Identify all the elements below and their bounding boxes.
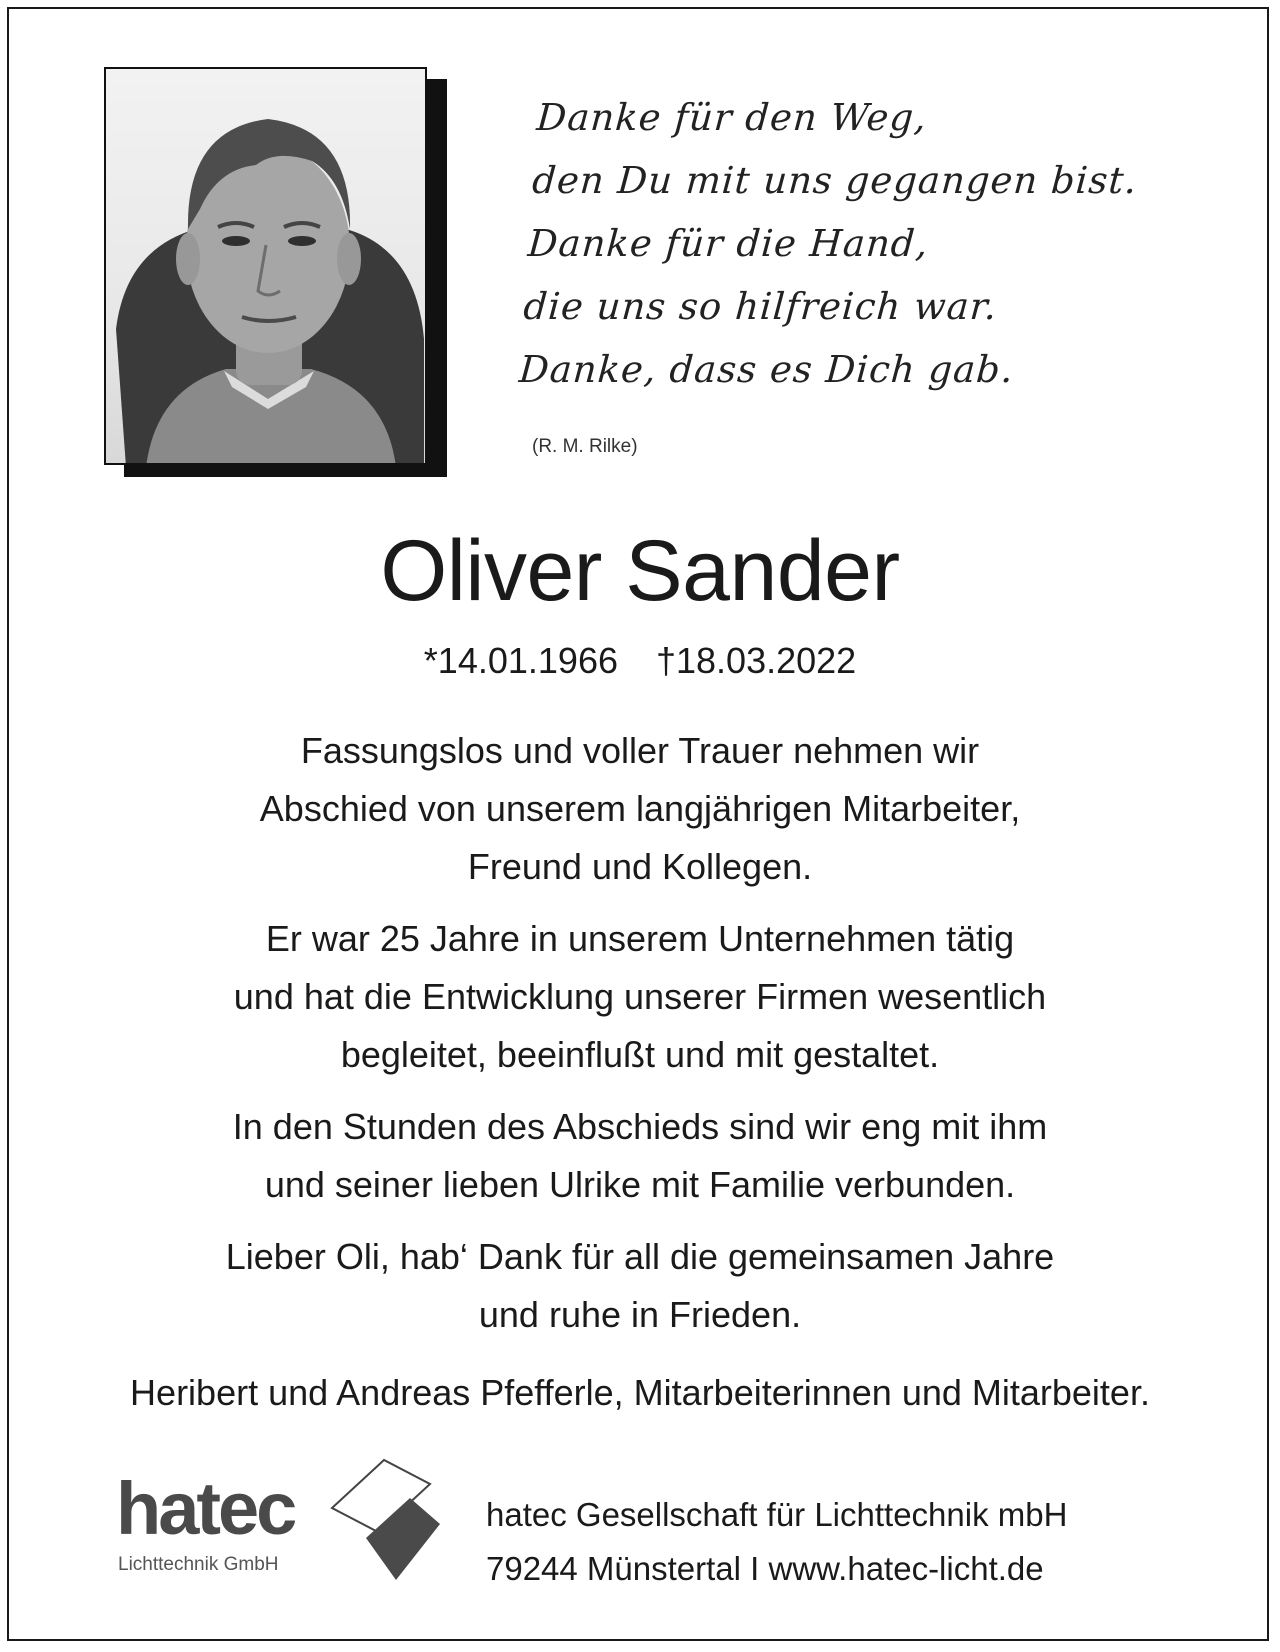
poem-line: den Du mit uns gegangen bist. — [530, 159, 1139, 202]
company-address: 79244 Münstertal I www.hatec-licht.de — [486, 1550, 1044, 1587]
text-line: und seiner lieben Ulrike mit Familie verbunden. — [264, 1164, 1016, 1205]
text-line: In den Stunden des Abschieds sind wir eng mit ihm — [232, 1106, 1048, 1147]
company-name: hatec Gesellschaft für Lichttechnik mbH — [486, 1496, 1068, 1533]
company-info — [486, 1488, 1067, 1596]
death-date: †18.03.2022 — [655, 640, 857, 681]
poem-line: Danke für die Hand, — [526, 222, 930, 265]
portrait-image — [104, 67, 427, 465]
text-line: begleitet, beeinflußt und mit gestaltet. — [340, 1034, 940, 1075]
poem-line: die uns so hilfreich war. — [522, 285, 999, 328]
paragraph — [0, 910, 1280, 1084]
text-line: Abschied von unserem langjährigen Mitarbeiter, — [259, 788, 1021, 829]
paragraph — [0, 1098, 1280, 1214]
paragraph — [0, 722, 1280, 896]
paragraph — [0, 1228, 1280, 1344]
logo-squares-icon — [326, 1456, 446, 1586]
text-line: und ruhe in Frieden. — [478, 1294, 802, 1335]
deceased-name: Oliver Sander — [380, 523, 900, 619]
signers: Heribert und Andreas Pfefferle, Mitarbeiterinnen und Mitarbeiter. — [130, 1372, 1150, 1413]
birth-date: *14.01.1966 — [423, 640, 618, 681]
text-line: Er war 25 Jahre in unserem Unternehmen tätig — [265, 918, 1015, 959]
poem — [517, 86, 1219, 401]
life-dates — [0, 640, 1280, 682]
poem-author: (R. M. Rilke) — [532, 436, 638, 457]
text-line: Lieber Oli, hab‘ Dank für all die gemeinsamen Jahre — [225, 1236, 1055, 1277]
text-line: Fassungslos und voller Trauer nehmen wir — [300, 730, 980, 771]
text-line: und hat die Entwicklung unserer Firmen wesentlich — [233, 976, 1047, 1017]
poem-line: Danke für den Weg, — [535, 96, 929, 139]
portrait-photo — [104, 67, 430, 467]
obituary-text — [0, 722, 1280, 1358]
text-line: Freund und Kollegen. — [467, 846, 813, 887]
logo-wordmark: hatec — [116, 1467, 295, 1550]
logo-subtitle: Lichttechnik GmbH — [118, 1554, 279, 1575]
company-logo — [116, 1456, 436, 1586]
poem-line: Danke, dass es Dich gab. — [517, 348, 1016, 391]
